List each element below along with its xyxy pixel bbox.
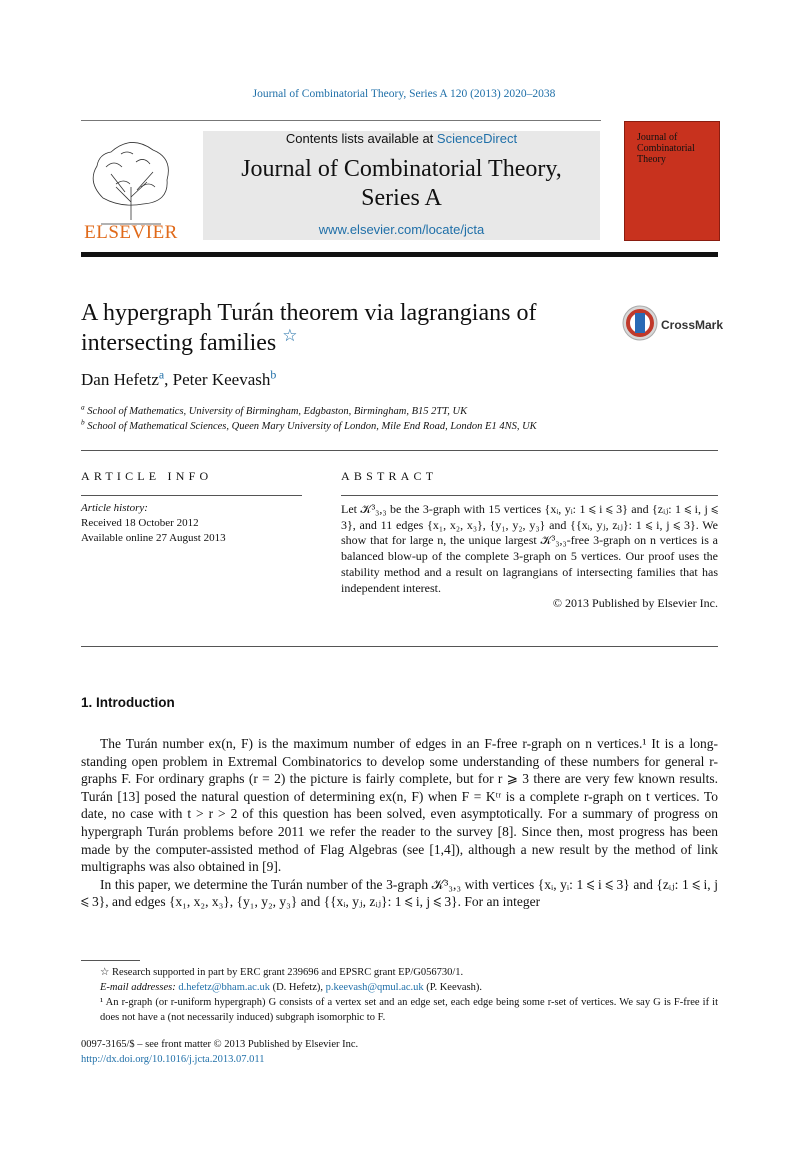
paragraph: In this paper, we determine the Turán number of the 3-graph 𝒦³₃,₃ with vertices {xᵢ, yᵢ: 1 ⩽ i ⩽ 3} and {zᵢⱼ: 1 ⩽ i, j ⩽ 3}, and edges {x₁, x₂, x₃}, {y₁, y₂, y₃} and {{xᵢ, yⱼ, zᵢⱼ}: 1 ⩽ i, j ⩽ 3}. For an integer [81, 876, 718, 910]
header-divider [81, 252, 718, 257]
journal-url-link[interactable]: www.elsevier.com/locate/jcta [318, 222, 485, 237]
footnote-funding: ☆ Research supported in part by ERC grant 239696 and EPSRC grant EP/G056730/1. [100, 967, 464, 978]
author-name: Dan Hefetz [81, 370, 159, 389]
affiliation-mark[interactable]: a [158, 367, 165, 382]
abstract-copyright: © 2013 Published by Elsevier Inc. [552, 596, 718, 611]
section-heading: 1. Introduction [81, 695, 175, 710]
affiliation-mark[interactable]: b [270, 367, 277, 382]
section-rule [81, 450, 718, 451]
author-name: Peter Keevash [172, 370, 271, 389]
issn-line: 0097-3165/$ – see front matter © 2013 Published by Elsevier Inc. [81, 1039, 359, 1050]
bottom-meta [81, 1037, 358, 1067]
footnote-rule [81, 960, 140, 961]
cover-title: Journal of Combinatorial Theory [637, 132, 695, 165]
journal-reference[interactable]: Journal of Combinatorial Theory, Series A 120 (2013) 2020–2038 [252, 88, 556, 100]
abstract-body [341, 502, 718, 612]
title-footnote-mark[interactable]: ☆ [282, 326, 298, 345]
article-info-heading: ARTICLE INFO [81, 469, 213, 483]
abstract-end-rule [81, 646, 718, 647]
abstract-rule [341, 495, 718, 496]
article-history: Article history: Received 18 October 2012 Available online 27 August 2013 [81, 502, 226, 544]
header-rule [81, 120, 601, 121]
article-info-rule [81, 495, 302, 496]
affiliation-a: $^a$ School of Mathematics, University of Birmingham, Edgbaston, Birmingham, B15 2TT, UK [81, 402, 468, 417]
doi-link[interactable]: http://dx.doi.org/10.1016/j.jcta.2013.07.011 [81, 1054, 265, 1065]
publisher-logo-text: ELSEVIER [84, 222, 178, 243]
body-text [81, 735, 718, 911]
paragraph: The Turán number ex(n, F) is the maximum number of edges in an F-free r-graph on n vertices.¹ It is a long-standing open problem in Extremal Combinatorics to develop some understanding of these numbers for general r-graphs F. For ordinary graphs (r = 2) the picture is fairly complete, but for r ⩾ 3 there are very few known results. Turán [13] posed the natural question of determining ex(n, F) when F = Kᵗʳ is a complete r-graph on t vertices. To date, no case with t > r > 2 of this question has been solved, even asymptotically. For a summary of progress on hypergraph Turán problems before 2011 we refer the reader to the survey [8]. Since then, most progress has been made by the computer-assisted method of Flag Algebras (see [1,4]), although a new result by the method of link multigraphs was also obtained in [9]. [81, 736, 718, 875]
abstract-heading: ABSTRACT [341, 469, 438, 483]
email-link[interactable]: p.keevash@qmul.ac.uk [325, 982, 424, 993]
footnotes [81, 965, 718, 1025]
abstract-text: Let 𝒦³₃,₃ be the 3-graph with 15 vertices {xᵢ, yᵢ: 1 ⩽ i ⩽ 3} and {zᵢⱼ: 1 ⩽ i, j ⩽ 3}, and 11 edges {x₁, x₂, x₃}, {y₁, y₂, y₃} and {{xᵢ, yⱼ, zᵢⱼ}: 1 ⩽ i, j ⩽ 3}. We show that for large n, the unique largest 𝒦³₃,₃-free 3-graph on n vertices is a balanced blow-up of the complete 3-graph on 5 vertices. Our proof uses the stability method and a result on lagrangians of intersecting families that has independent interest. [341, 502, 718, 595]
footnote-emails: E-mail addresses: d.hefetz@bham.ac.uk (D. Hefetz), p.keevash@qmul.ac.uk (P. Keevash). [100, 982, 482, 993]
crossmark-label[interactable]: CrossMark [661, 318, 724, 332]
author-list: Dan Hefetz$^a$, Peter Keevash$^b$ [81, 367, 277, 389]
crossmark-icon[interactable] [622, 305, 658, 341]
paper-title: A hypergraph Turán theorem via lagrangians of intersecting families ☆ [81, 300, 537, 356]
sciencedirect-link[interactable]: ScienceDirect [436, 131, 518, 146]
footnote-1: ¹ An r-graph (or r-uniform hypergraph) G consists of a vertex set and an edge set, each edge being some r-set of vertices. We say G is F-free if it does not have a (not necessarily induced) subgraph isomorphic to F. [100, 997, 718, 1023]
contents-line: Contents lists available at ScienceDirect [285, 131, 518, 146]
journal-cover-thumbnail[interactable] [624, 121, 720, 241]
journal-title: Journal of Combinatorial Theory, Series A [241, 156, 562, 211]
affiliation-b: $^b$ School of Mathematical Sciences, Queen Mary University of London, Mile End Road, London E1 4NS, UK [81, 417, 537, 432]
email-link[interactable]: d.hefetz@bham.ac.uk [178, 982, 270, 993]
